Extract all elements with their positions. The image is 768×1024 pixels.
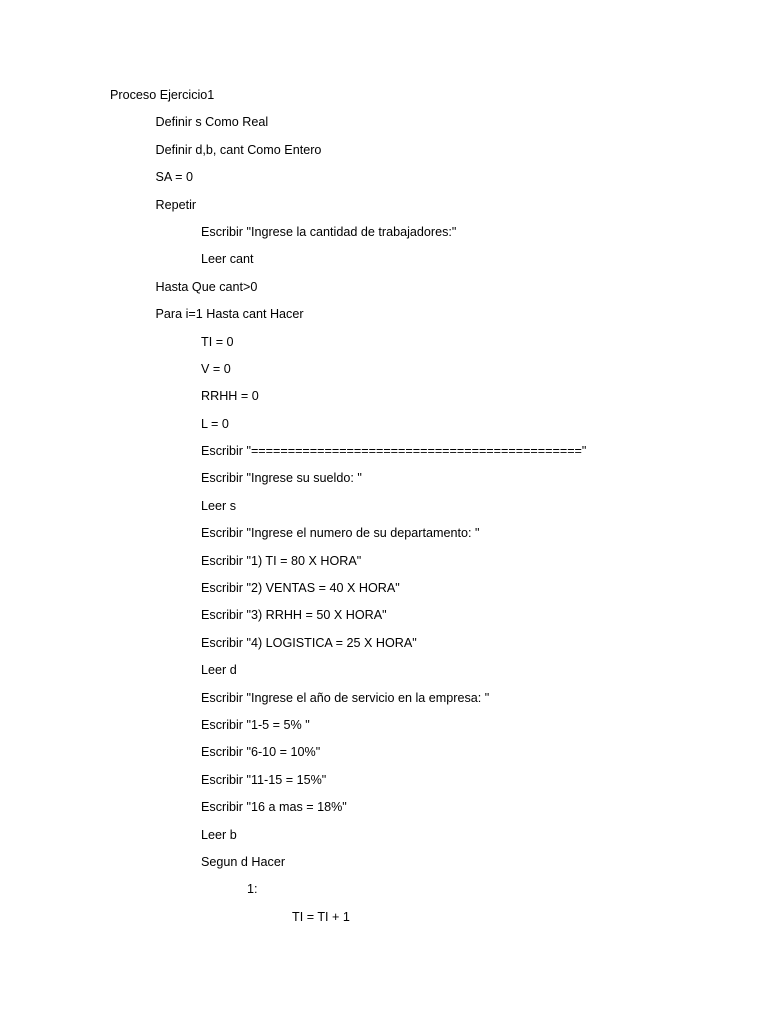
code-line: Leer s — [201, 498, 237, 513]
code-line: Proceso Ejercicio1 — [110, 88, 215, 102]
code-line: L = 0 — [201, 416, 229, 431]
code-line: Escribir "6-10 = 10%" — [201, 745, 321, 760]
code-line: Para i=1 Hasta cant Hacer — [155, 307, 304, 322]
code-line: Escribir "Ingrese el numero de su departamento: " — [201, 526, 480, 541]
code-line: TI = 0 — [201, 334, 234, 349]
code-line: Repetir — [155, 197, 197, 212]
code-line: SA = 0 — [155, 170, 193, 185]
code-line: Escribir "4) LOGISTICA = 25 X HORA" — [201, 635, 417, 650]
code-line: Definir d,b, cant Como Entero — [155, 142, 322, 157]
code-line: Leer cant — [201, 252, 254, 267]
code-line: Leer b — [201, 827, 237, 842]
code-line: Segun d Hacer — [201, 854, 286, 869]
code-line: Escribir "Ingrese la cantidad de trabajadores:" — [201, 224, 457, 239]
code-line: Escribir "Ingrese su sueldo: " — [201, 471, 362, 486]
code-line: Definir s Como Real — [155, 115, 269, 130]
code-line: Hasta Que cant>0 — [155, 279, 258, 294]
code-line: V = 0 — [201, 361, 231, 376]
code-line: 1: — [247, 882, 258, 897]
code-line: Escribir "1) TI = 80 X HORA" — [201, 553, 362, 568]
code-line: RRHH = 0 — [201, 389, 259, 404]
code-line: Escribir "16 a mas = 18%" — [201, 800, 347, 815]
code-line: Escribir "11-15 = 15%" — [201, 772, 327, 787]
code-line: Escribir "1-5 = 5% " — [201, 717, 310, 732]
code-line: TI = TI + 1 — [292, 909, 350, 924]
code-line: Escribir "2) VENTAS = 40 X HORA" — [201, 581, 400, 596]
code-line: Escribir "Ingrese el año de servicio en la empresa: " — [201, 690, 490, 705]
code-line: Leer d — [201, 663, 237, 678]
code-line: Escribir "=============================================" — [201, 444, 587, 459]
pseudocode-body — [110, 86, 728, 935]
code-line: Escribir "3) RRHH = 50 X HORA" — [201, 608, 387, 623]
